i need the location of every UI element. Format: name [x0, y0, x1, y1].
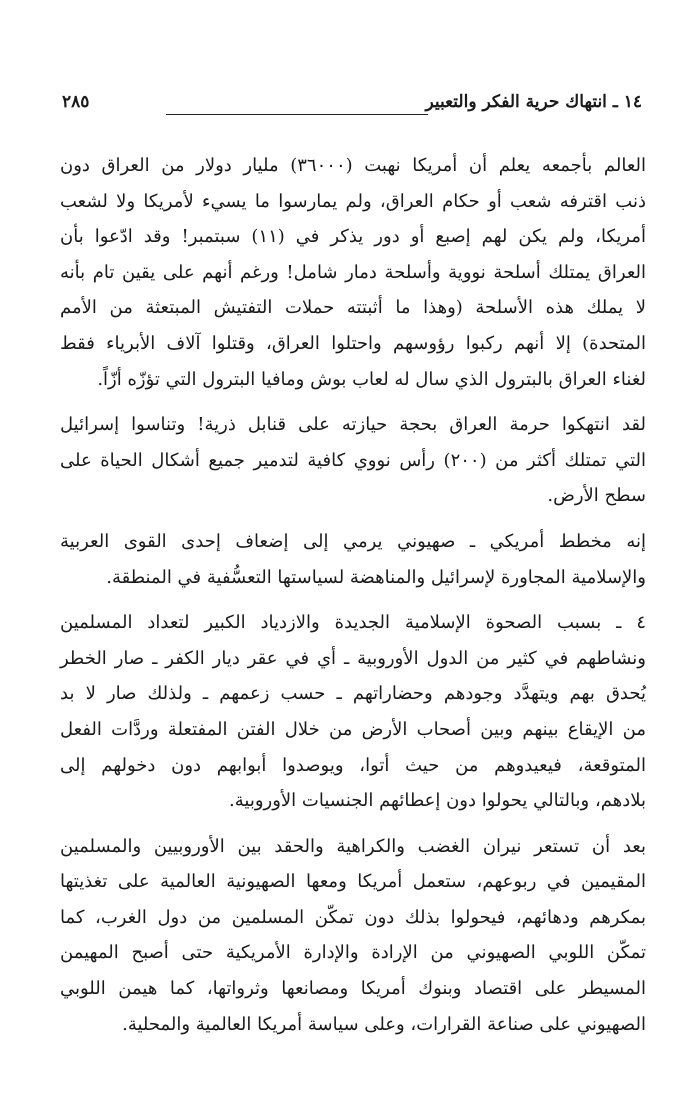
text-line: بلادهم، وبالتالي يحولوا دون إعطائهم الجنسيات الأوروبية. [229, 790, 646, 812]
text-line: التي تمتلك أكثر من (٢٠٠) رأس نووي كافية لتدمير جميع أشكال الحياة على [60, 449, 646, 471]
text-line: ونشاطهم في كثير من الدول الأوروبية ـ أي في عقر ديار الكفر ـ صار الخطر [60, 647, 646, 669]
text-line: لا يملك هذه الأسلحة (وهذا ما أثبتته حملات التفتيش المبتعثة من الأمم [60, 297, 646, 319]
paragraph-2 [60, 407, 646, 514]
text-line: والإسلامية المجاورة لإسرائيل والمناهضة لسياستها التعسُّفية في المنطقة. [106, 566, 646, 588]
text-line: سطح الأرض. [547, 485, 646, 507]
text-line: أمريكا، ولم يكن لهم إصبع أو دور يذكر في (١١) سبتمبر! وقد ادّعوا بأن [60, 226, 646, 248]
text-line: العالم بأجمعه يعلم أن أمريكا نهبت (٣٦٠٠٠) مليار دولار من العراق دون [60, 155, 647, 176]
text-line: المتوقعة، فيعيدوهم من حيث أتوا، ويوصدوا أبوابهم دون دخولهم إلى [60, 754, 646, 776]
text-line: ذنب اقترفه شعب أو حكام العراق، ولم يمارسوا ما يسيء لأمريكا ولا لشعب [60, 190, 646, 212]
text-line: العراق يمتلك أسلحة نووية وأسلحة دمار شامل! ورغم أنهم على يقين تام بأنه [60, 261, 646, 283]
running-header [62, 92, 642, 122]
text-line: لقد انتهكوا حرمة العراق بحجة حيازته على قنابل ذرية! وتناسوا إسرائيل [60, 414, 646, 436]
text-line: المتحدة) إلا أنهم ركبوا رؤوسهم واحتلوا العراق، وقتلوا آلاف الأبرياء فقط [60, 332, 646, 354]
body-text [60, 148, 646, 1042]
text-line: تمكّن اللوبي الصهيوني من الإرادة والإدارة الأمريكية حتى أصبح المهيمن [60, 942, 646, 964]
text-line: المسيطر على اقتصاد وبنوك أمريكا ومصانعها وثرواتها، كما هيمن اللوبي [60, 978, 646, 1000]
text-line: يُحدق بهم ويتهدَّد وجودهم وحضاراتهم ـ حسب زعمهم ـ ولذلك صار لا بد [60, 683, 646, 705]
page-number: ٢٨٥ [62, 92, 90, 112]
text-line: المقيمين في ربوعهم، ستعمل أمريكا ومعها الصهيونية العالمية على تغذيتها [60, 871, 646, 893]
paragraph-4 [60, 605, 646, 819]
text-line: ٤ ـ بسبب الصحوة الإسلامية الجديدة والازدياد الكبير لتعداد المسلمين [60, 612, 646, 634]
chapter-title: ١٤ ـ انتهاك حرية الفكر والتعبير [425, 92, 642, 112]
text-line: من الإيقاع بينهم وبين أصحاب الأرض من خلال الفتن المفتعلة وردَّات الفعل [60, 718, 646, 740]
text-line: بعد أن تستعر نيران الغضب والكراهية والحقد بين الأوروبيين والمسلمين [60, 835, 646, 857]
paragraph-1 [60, 148, 646, 397]
paragraph-3 [60, 524, 646, 595]
paragraph-5 [60, 829, 646, 1043]
text-line: لغناء العراق بالبترول الذي سال له لعاب بوش ومافيا البترول التي تؤزّه أزّاً. [97, 368, 646, 390]
text-line: بمكرهم ودهائهم، فيحولوا بذلك دون تمكّن المسلمين من دول الغرب، كما [60, 906, 646, 928]
text-line: إنه مخطط أمريكي ـ صهيوني يرمي إلى إضعاف إحدى القوى العربية [60, 530, 646, 552]
header-rule [166, 114, 428, 115]
text-line: الصهيوني على صناعة القرارات، وعلى سياسة أمريكا العالمية والمحلية. [122, 1013, 646, 1035]
